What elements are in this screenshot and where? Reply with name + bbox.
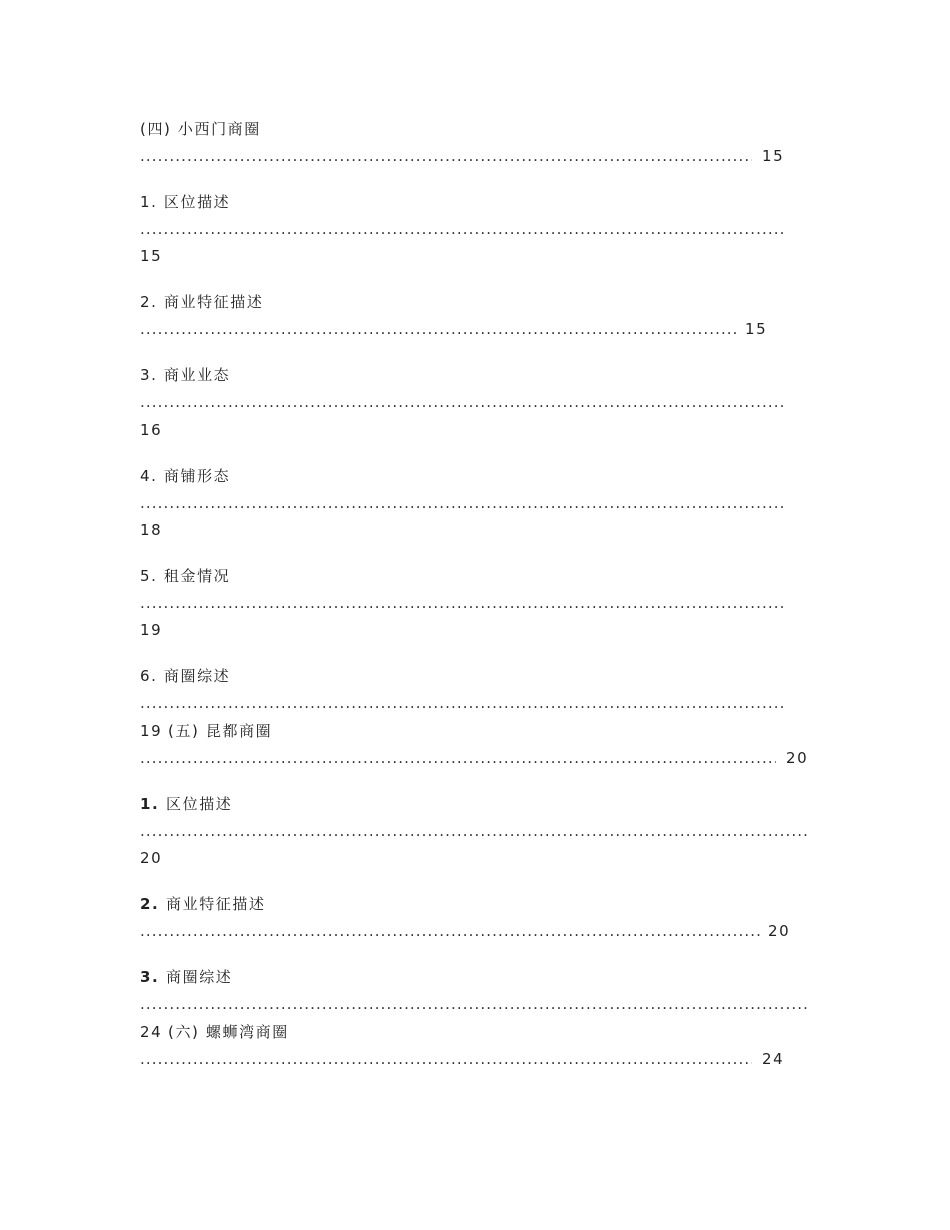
toc-leader-dots [140, 922, 760, 940]
toc-entry-title: 商圈综述 [166, 968, 233, 986]
toc-page-number: 15 [745, 320, 768, 338]
toc-leader-dots [140, 320, 736, 338]
toc-page-number: 19 [140, 621, 163, 639]
toc-leader-dots [140, 220, 784, 238]
toc-page-number: 24 [762, 1050, 785, 1068]
toc-page-number: 20 [768, 922, 791, 940]
toc-entry-title: (六) 螺蛳湾商圈 [168, 1023, 289, 1041]
toc-page-number: 15 [140, 247, 163, 265]
toc-entry-title: 区位描述 [166, 795, 233, 813]
toc-page-number: 19 [140, 722, 163, 740]
toc-entry-title: 5. 租金情况 [140, 567, 231, 585]
toc-entry-title: 3. 商业业态 [140, 366, 231, 384]
toc-page-number: 24 [140, 1023, 163, 1041]
toc-leader-dots [140, 749, 776, 767]
toc-leader-dots [140, 393, 784, 411]
toc-entry-number: 1. [140, 795, 160, 813]
toc-entry-number: 3. [140, 968, 160, 986]
toc-page-number: 20 [140, 849, 163, 867]
toc-entry-title: (五) 昆都商圈 [168, 722, 273, 740]
toc-entry-title: 商业特征描述 [166, 895, 266, 913]
toc-entry-title: (四) 小西门商圈 [140, 120, 261, 138]
toc-page-number: 18 [140, 521, 163, 539]
toc-leader-dots [140, 494, 784, 512]
toc-entry-title: 6. 商圈综述 [140, 667, 231, 685]
toc-entry-title: 1. 区位描述 [140, 193, 231, 211]
toc-page-number: 16 [140, 421, 163, 439]
toc-entry-title: 2. 商业特征描述 [140, 293, 264, 311]
toc-leader-dots [140, 822, 808, 840]
toc-leader-dots [140, 995, 808, 1013]
toc-entry-number: 2. [140, 895, 160, 913]
toc-leader-dots [140, 147, 752, 165]
toc-leader-dots [140, 694, 784, 712]
toc-page-number: 20 [786, 749, 809, 767]
toc-entry-title: 4. 商铺形态 [140, 467, 231, 485]
toc-leader-dots [140, 1050, 752, 1068]
toc-leader-dots [140, 594, 784, 612]
toc-page-number: 15 [762, 147, 785, 165]
